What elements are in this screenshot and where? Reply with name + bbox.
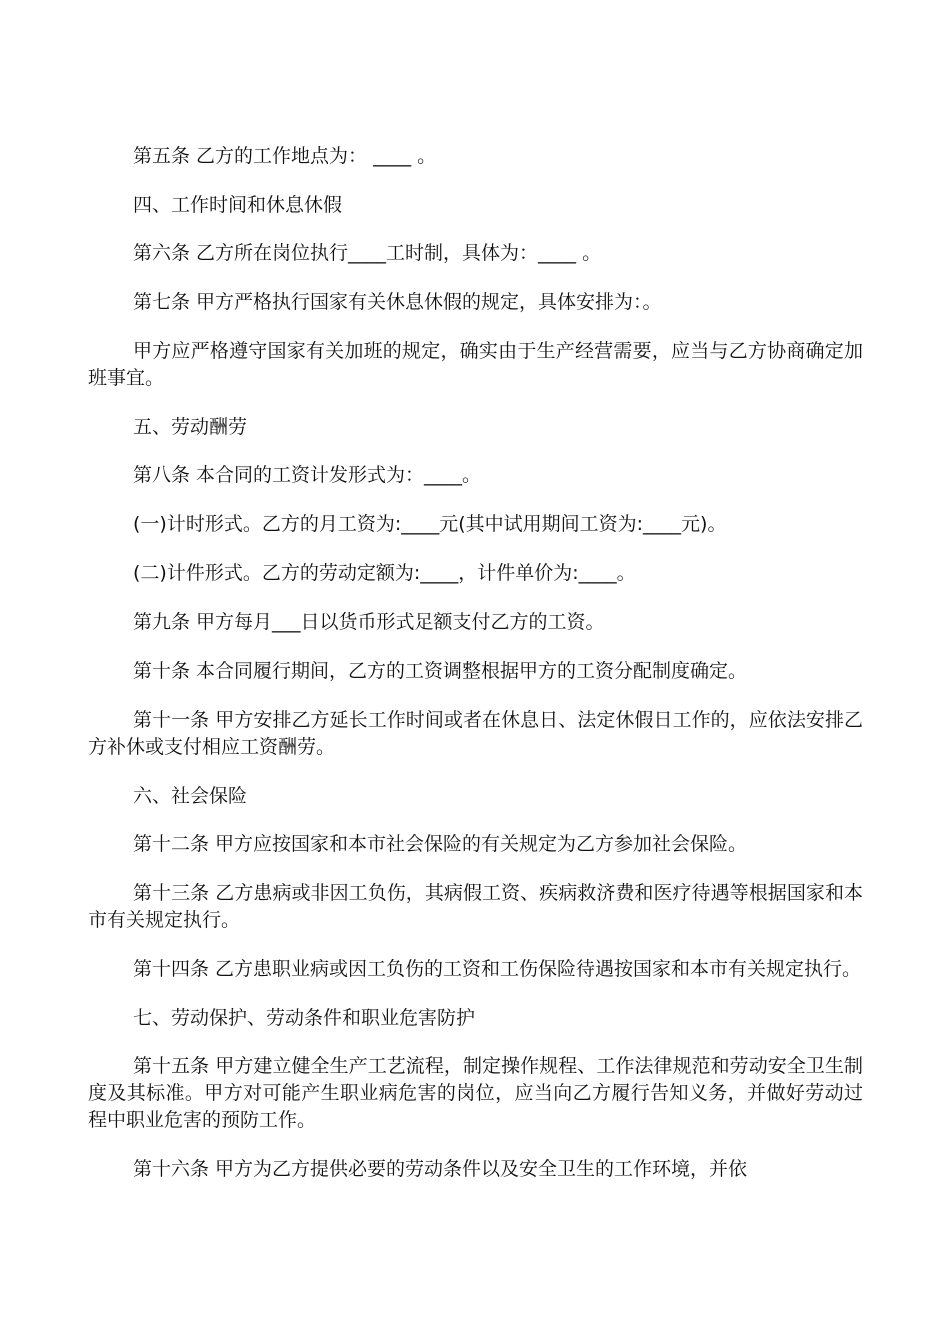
paragraph-time-based-wage: (一)计时形式。乙方的月工资为:____元(其中试用期间工资为:____元)。: [133, 513, 727, 535]
paragraph-overtime: 甲方应严格遵守国家有关加班的规定，确实由于生产经营需要，应当与乙方协商确定加班事宜。: [88, 340, 863, 389]
section-heading-4: 四、工作时间和休息休假: [133, 194, 343, 216]
paragraph-article-5: 第五条 乙方的工作地点为： ____ 。: [133, 145, 437, 167]
section-heading-6: 六、社会保险: [133, 785, 248, 807]
paragraph-article-8: 第八条 本合同的工资计发形式为：____。: [133, 464, 482, 486]
paragraph-article-11: 第十一条 甲方安排乙方延长工作时间或者在休息日、法定休假日工作的，应依法安排乙方补休或支付相应工资酬劳。: [88, 709, 863, 758]
paragraph-article-15: 第十五条 甲方建立健全生产工艺流程，制定操作规程、工作法律规范和劳动安全卫生制度及其标准。甲方对可能产生职业病危害的岗位，应当向乙方履行告知义务，并做好劳动过程中职业危害的预防工作。: [88, 1055, 863, 1131]
paragraph-article-12: 第十二条 甲方应按国家和本市社会保险的有关规定为乙方参加社会保险。: [133, 833, 748, 855]
paragraph-article-16: 第十六条 甲方为乙方提供必要的劳动条件以及安全卫生的工作环境，并依: [133, 1158, 748, 1180]
paragraph-article-9: 第九条 甲方每月___日以货币形式足额支付乙方的工资。: [133, 611, 605, 633]
document-body: [88, 143, 863, 1205]
section-heading-5: 五、劳动酬劳: [133, 416, 248, 438]
paragraph-piece-based-wage: (二)计件形式。乙方的劳动定额为:____，计件单价为:____。: [133, 562, 636, 584]
paragraph-article-14: 第十四条 乙方患职业病或因工负伤的工资和工伤保险待遇按国家和本市有关规定执行。: [133, 958, 862, 980]
paragraph-article-7: 第七条 甲方严格执行国家有关休息休假的规定，具体安排为：。: [133, 291, 662, 313]
paragraph-article-6: 第六条 乙方所在岗位执行____工时制，具体为：____ 。: [133, 242, 602, 264]
paragraph-article-13: 第十三条 乙方患病或非因工负伤，其病假工资、疾病救济费和医疗待遇等根据国家和本市有关规定执行。: [88, 882, 863, 931]
section-heading-7: 七、劳动保护、劳动条件和职业危害防护: [133, 1007, 476, 1029]
paragraph-article-10: 第十条 本合同履行期间，乙方的工资调整根据甲方的工资分配制度确定。: [133, 660, 748, 682]
